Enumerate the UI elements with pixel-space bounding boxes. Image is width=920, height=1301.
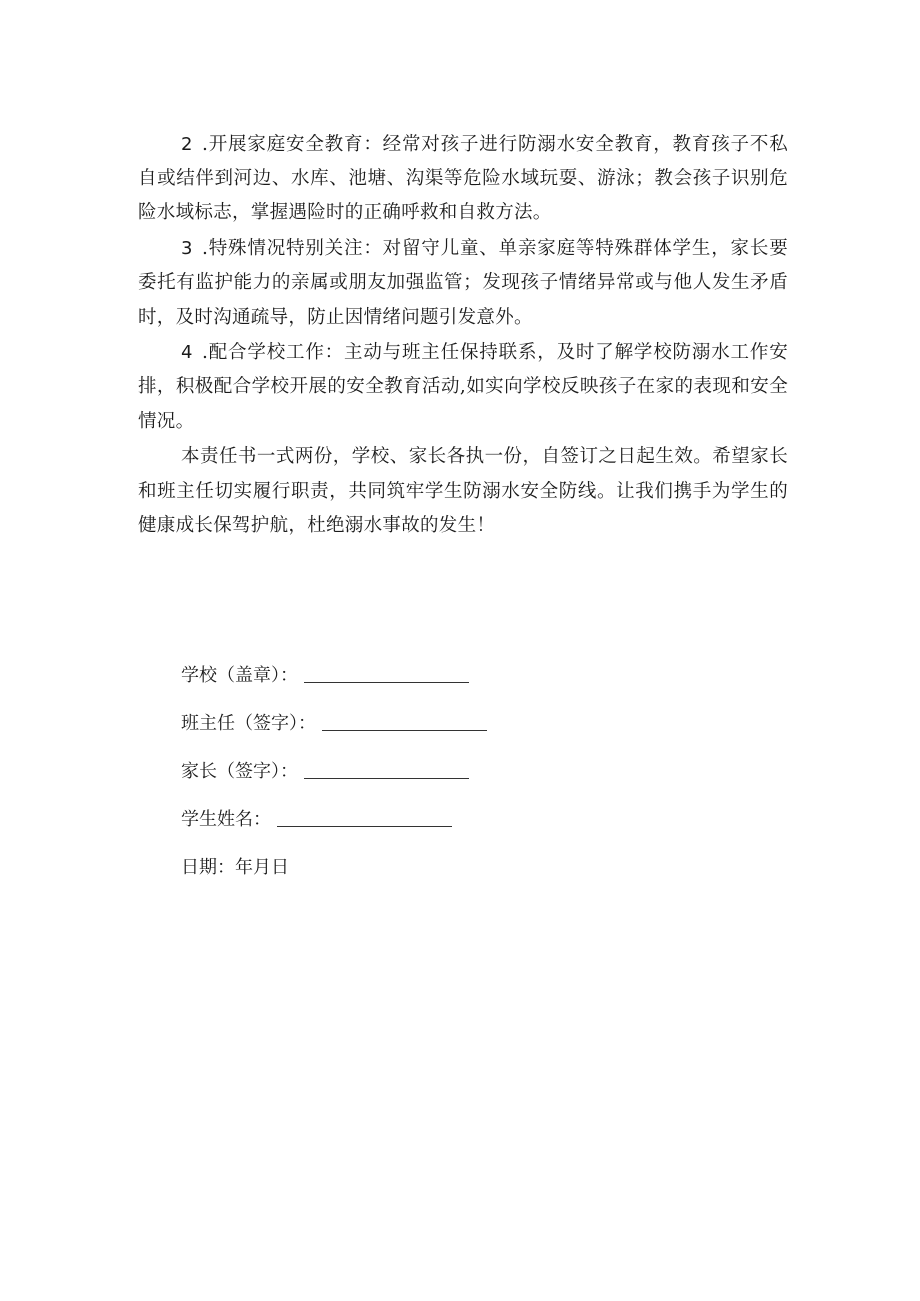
student-name-label: 学生姓名： (181, 809, 271, 830)
parent-signature-row (181, 758, 487, 806)
item-number: 3 (181, 238, 193, 260)
item-text: .特殊情况特别关注：对留守儿童、单亲家庭等特殊群体学生，家长要委托有监护能力的亲属或朋友加强监管；发现孩子情绪异常或与他人发生矛盾时，及时沟通疏导，防止因情绪问题引发意外。 (138, 238, 788, 328)
closing-paragraph: 本责任书一式两份，学校、家长各执一份，自签订之日起生效。希望家长和班主任切实履行职责，共同筑牢学生防溺水安全防线。让我们携手为学生的健康成长保驾护航，杜绝溺水事故的发生！ (138, 446, 788, 536)
school-seal-row (181, 662, 487, 710)
item-number: 4 (181, 342, 193, 364)
item-text: .配合学校工作：主动与班主任保持联系，及时了解学校防溺水工作安排，积极配合学校开展的安全教育活动,如实向学校反映孩子在家的表现和安全情况。 (138, 342, 788, 432)
signature-block (181, 662, 487, 902)
item-3 (138, 232, 788, 335)
item-number: 2 (181, 134, 193, 155)
teacher-signature-row (181, 710, 487, 758)
student-name-row (181, 806, 487, 854)
item-2 (138, 128, 788, 231)
school-seal-label: 学校（盖章）： (181, 665, 298, 686)
student-name-field[interactable] (277, 806, 452, 827)
school-seal-field[interactable] (304, 662, 469, 683)
date-row (181, 854, 487, 902)
parent-signature-label: 家长（签字）： (181, 761, 298, 782)
date-label: 日期：年月日 (181, 857, 289, 878)
item-text: .开展家庭安全教育：经常对孩子进行防溺水安全教育，教育孩子不私自或结伴到河边、水库、池塘、沟渠等危险水域玩耍、游泳；教会孩子识别危险水域标志，掌握遇险时的正确呼救和自救方法。 (138, 134, 788, 224)
teacher-signature-label: 班主任（签字）： (181, 713, 316, 734)
document-body (138, 128, 788, 543)
item-4 (138, 336, 788, 439)
teacher-signature-field[interactable] (322, 710, 487, 731)
parent-signature-field[interactable] (304, 758, 469, 779)
